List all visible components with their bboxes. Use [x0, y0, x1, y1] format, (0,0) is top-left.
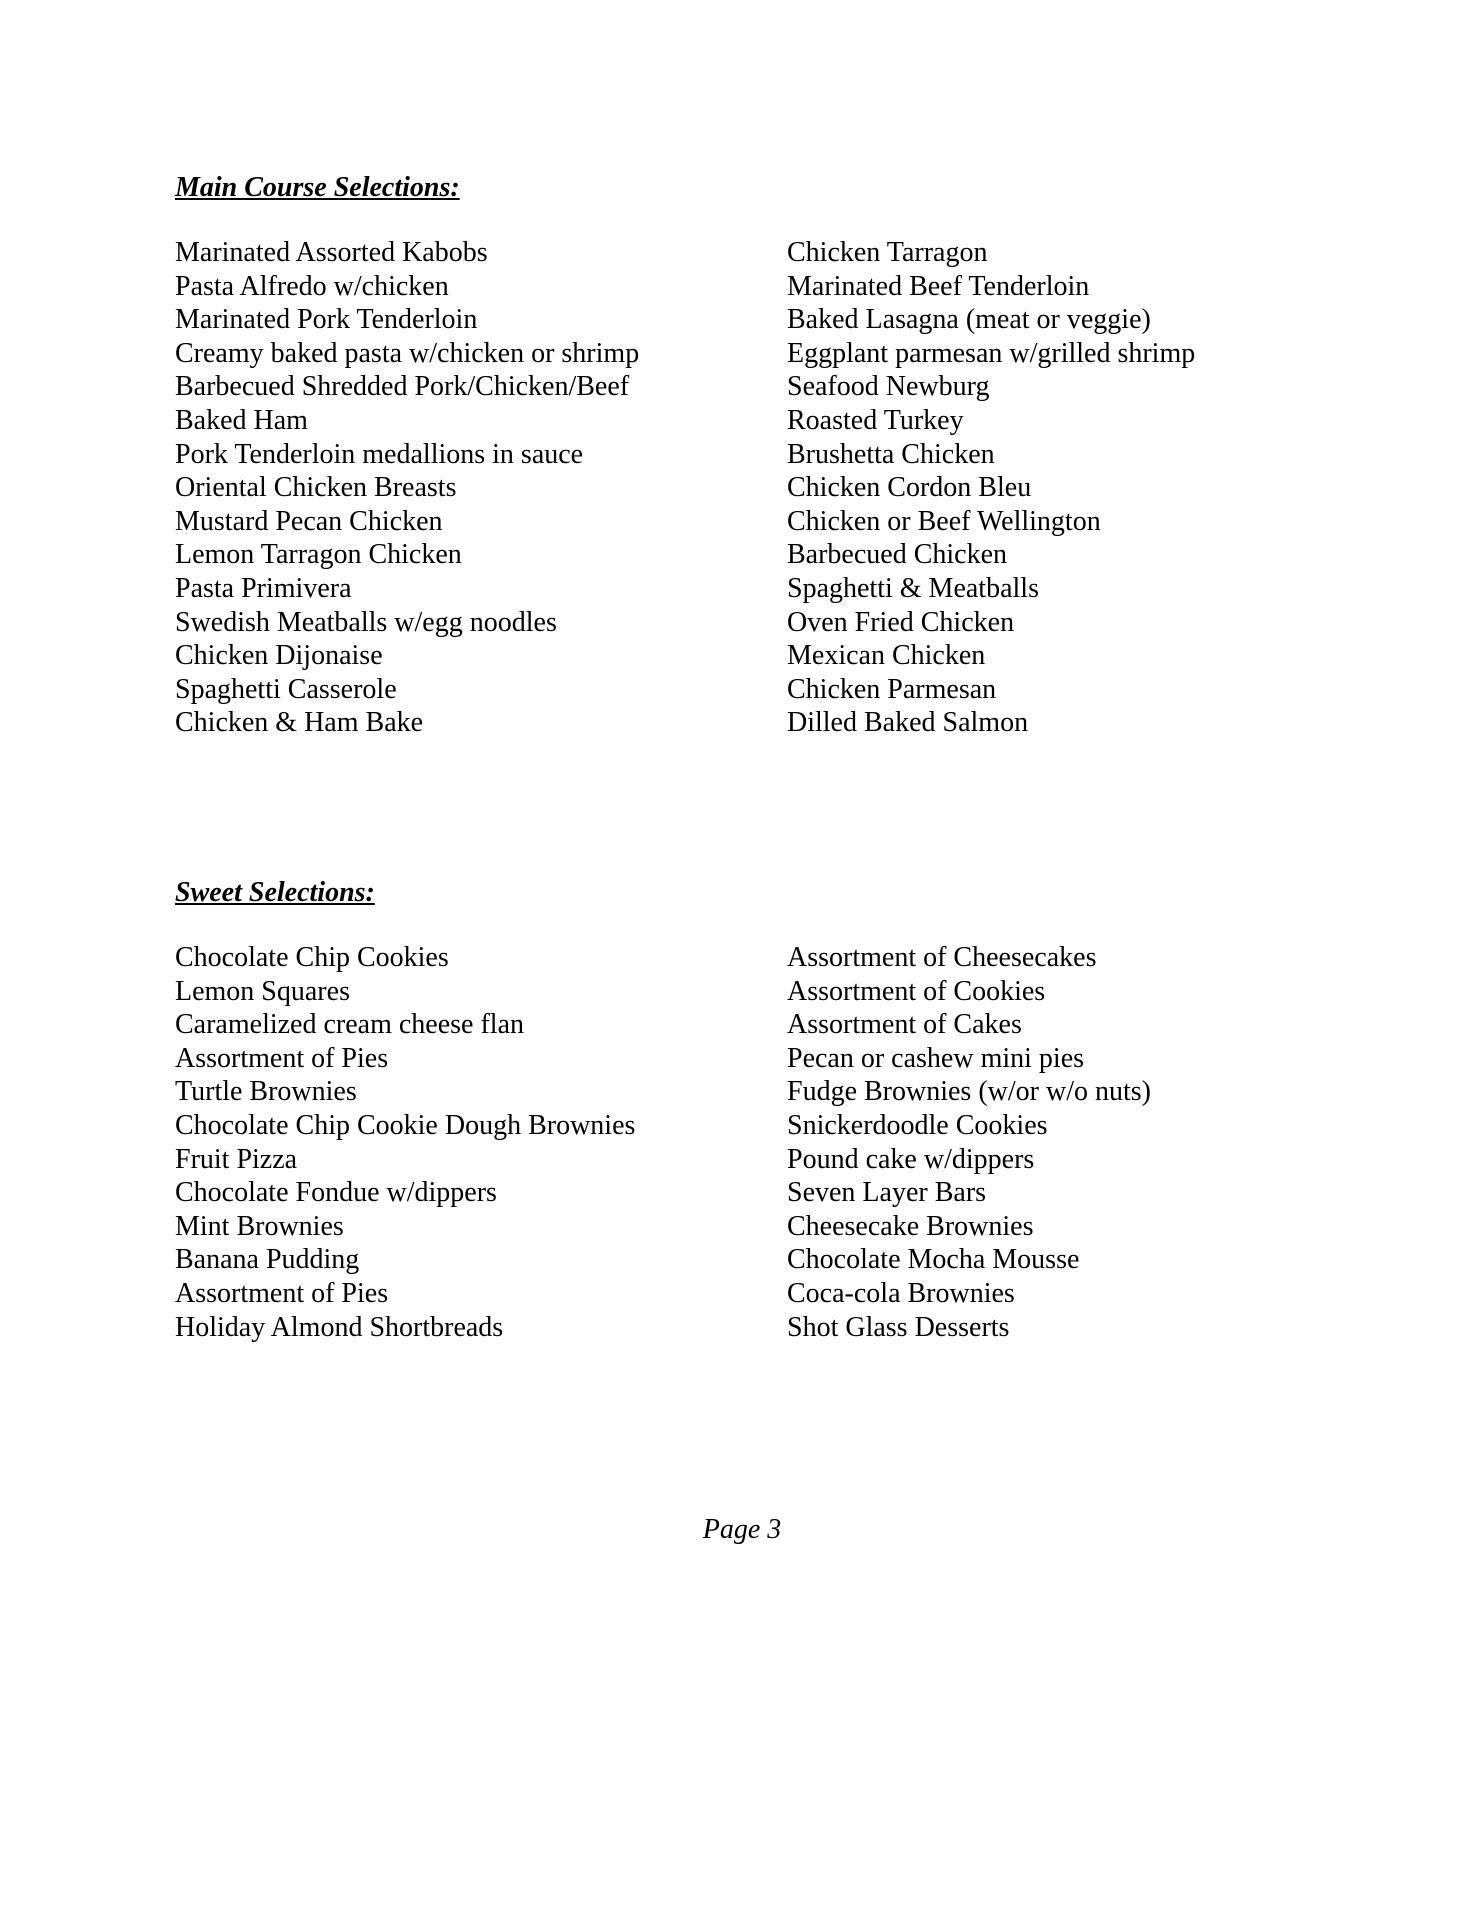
- menu-item: Coca-cola Brownies: [787, 1277, 1015, 1309]
- menu-item: Seafood Newburg: [787, 371, 990, 403]
- menu-item: Fudge Brownies (w/or w/o nuts): [787, 1076, 1151, 1108]
- menu-item: Chicken Parmesan: [787, 673, 997, 705]
- menu-item: Mustard Pecan Chicken: [175, 505, 443, 537]
- menu-item: Oven Fried Chicken: [787, 606, 1015, 638]
- menu-item: Pound cake w/dippers: [787, 1143, 1035, 1175]
- menu-item: Assortment of Cookies: [787, 975, 1046, 1007]
- sweet-title: Sweet Selections:: [175, 877, 375, 908]
- menu-item: Assortment of Cheesecakes: [787, 942, 1097, 973]
- page-number: Page 3: [702, 1514, 782, 1545]
- menu-item: Assortment of Pies: [175, 1277, 389, 1309]
- sweet-list-left: [175, 941, 775, 1344]
- menu-item: Caramelized cream cheese flan: [175, 1009, 525, 1041]
- menu-item: Cheesecake Brownies: [787, 1210, 1034, 1242]
- menu-item: Chicken & Ham Bake: [175, 707, 424, 739]
- main-course-title: Main Course Selections:: [175, 172, 460, 203]
- sweet-list-right: [787, 941, 1347, 1344]
- menu-item: Baked Lasagna (meat or veggie): [787, 304, 1151, 336]
- menu-item: Assortment of Pies: [175, 1042, 389, 1074]
- menu-item: Creamy baked pasta w/chicken or shrimp: [175, 337, 640, 369]
- menu-item: Barbecued Chicken: [787, 539, 1008, 571]
- menu-item: Seven Layer Bars: [787, 1177, 987, 1209]
- menu-item: Banana Pudding: [175, 1244, 360, 1276]
- menu-item: Roasted Turkey: [787, 404, 964, 436]
- menu-item: Shot Glass Desserts: [787, 1311, 1010, 1343]
- menu-item: Pasta Primivera: [175, 572, 352, 604]
- menu-item: Oriental Chicken Breasts: [175, 472, 457, 504]
- menu-item: Marinated Pork Tenderloin: [175, 304, 478, 336]
- sweet-columns: [175, 941, 1335, 1461]
- main-course-section: [175, 170, 1335, 756]
- menu-item: Chocolate Chip Cookies: [175, 942, 449, 973]
- menu-item: Chicken Dijonaise: [175, 640, 383, 672]
- main-course-list-right: [787, 236, 1347, 740]
- menu-item: Chocolate Chip Cookie Dough Brownies: [175, 1109, 636, 1141]
- menu-item: Chicken or Beef Wellington: [787, 505, 1101, 537]
- menu-item: Pork Tenderloin medallions in sauce: [175, 438, 584, 470]
- menu-item: Swedish Meatballs w/egg noodles: [175, 606, 557, 638]
- menu-item: Pecan or cashew mini pies: [787, 1042, 1085, 1074]
- menu-item: Brushetta Chicken: [787, 438, 995, 470]
- menu-item: Barbecued Shredded Pork/Chicken/Beef: [175, 371, 630, 403]
- menu-item: Eggplant parmesan w/grilled shrimp: [787, 337, 1196, 369]
- menu-item: Dilled Baked Salmon: [787, 707, 1029, 739]
- menu-item: Chicken Cordon Bleu: [787, 472, 1032, 504]
- menu-item: Chocolate Mocha Mousse: [787, 1244, 1080, 1276]
- menu-item: Spaghetti Casserole: [175, 673, 397, 705]
- menu-item: Turtle Brownies: [175, 1076, 357, 1108]
- menu-item: Lemon Squares: [175, 975, 350, 1007]
- menu-item: Chocolate Fondue w/dippers: [175, 1177, 497, 1209]
- menu-item: Baked Ham: [175, 404, 308, 436]
- menu-item: Holiday Almond Shortbreads: [175, 1311, 504, 1343]
- menu-item: Mint Brownies: [175, 1210, 344, 1242]
- menu-item: Lemon Tarragon Chicken: [175, 539, 462, 571]
- menu-item: Marinated Assorted Kabobs: [175, 237, 488, 268]
- menu-item: Snickerdoodle Cookies: [787, 1109, 1048, 1141]
- menu-item: Assortment of Cakes: [787, 1009, 1022, 1041]
- menu-item: Mexican Chicken: [787, 640, 986, 672]
- menu-item: Pasta Alfredo w/chicken: [175, 270, 449, 302]
- menu-item: Marinated Beef Tenderloin: [787, 270, 1090, 302]
- main-course-list-left: [175, 236, 775, 740]
- menu-item: Fruit Pizza: [175, 1143, 298, 1175]
- sweet-section: [175, 875, 1335, 1461]
- menu-item: Spaghetti & Meatballs: [787, 572, 1039, 604]
- menu-item: Chicken Tarragon: [787, 237, 988, 268]
- main-course-columns: [175, 236, 1335, 756]
